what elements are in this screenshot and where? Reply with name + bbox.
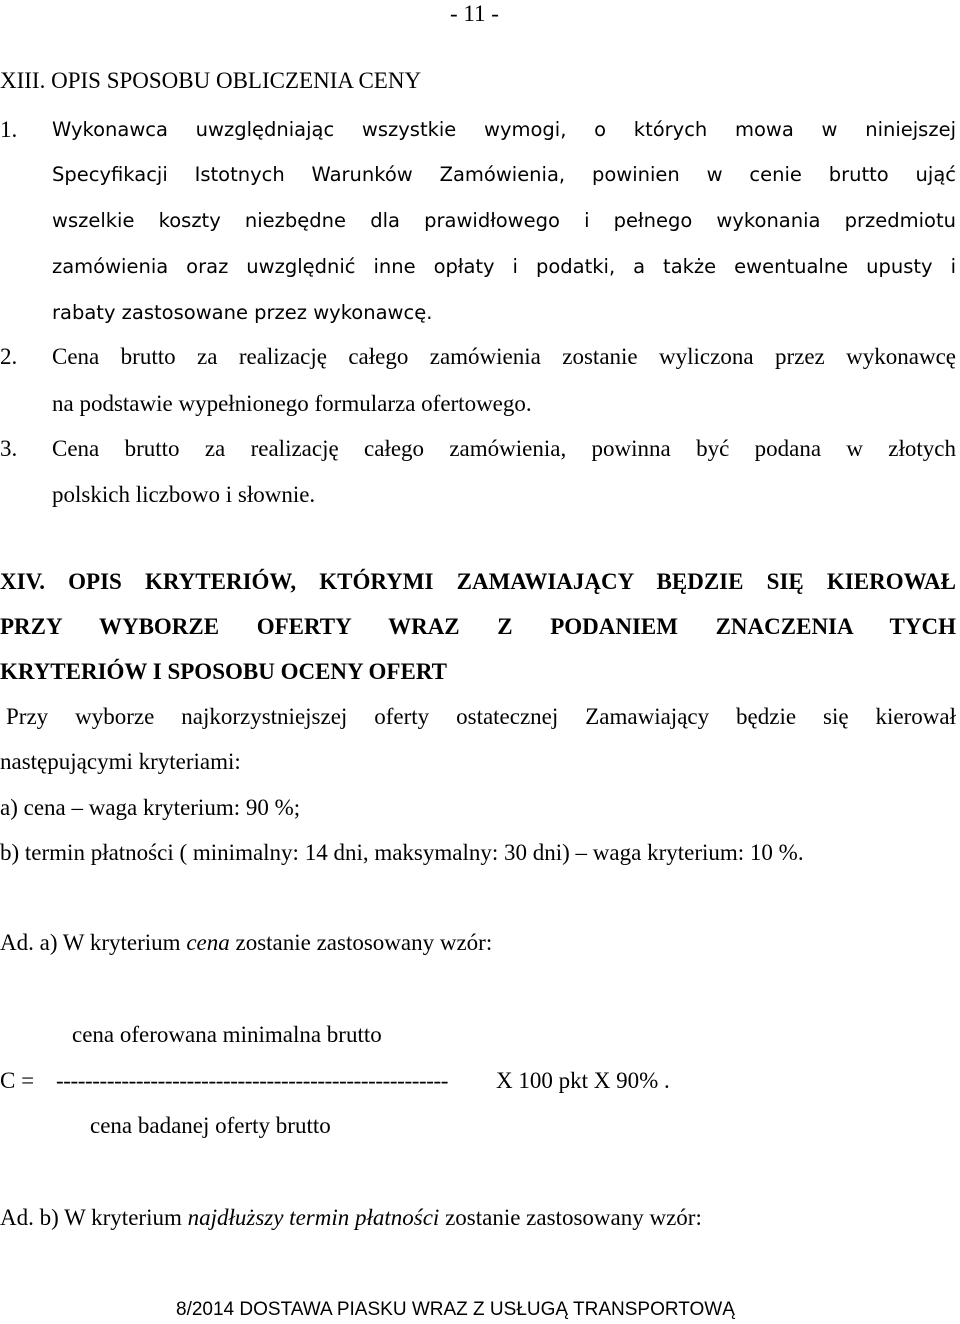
item-3-line-1: Cena brutto za realizację całego zamówienia, powinna być podana w złotych <box>52 436 956 461</box>
ad-b-line <box>0 1204 702 1232</box>
ad-a-suffix: zostanie zastosowany wzór: <box>229 930 493 955</box>
formula-numerator: cena oferowana minimalna brutto <box>72 1022 382 1047</box>
item-1-number: 1. <box>0 117 18 142</box>
item-2-line-2: na podstawie wypełnionego formularza ofertowego. <box>52 391 532 416</box>
ad-b-emphasis: najdłuższy termin płatności <box>187 1205 440 1230</box>
item-1-line-5: rabaty zastosowane przez wykonawcę. <box>52 301 433 324</box>
page-number: - 11 - <box>450 1 499 26</box>
ad-a-emphasis: cena <box>186 930 230 955</box>
item-3-number: 3. <box>0 436 18 461</box>
formula-factor: X 100 pkt X 90% . <box>496 1068 670 1093</box>
formula-lhs: C = <box>0 1068 35 1093</box>
section-14-heading-line-3: KRYTERIÓW I SPOSOBU OCENY OFERT <box>0 659 447 684</box>
criterion-a: a) cena – waga kryterium: 90 %; <box>0 795 301 820</box>
document-footer: 8/2014 DOSTAWA PIASKU WRAZ Z USŁUGĄ TRANSPORTOWĄ <box>176 1299 735 1320</box>
item-1-line-2: Specyfikacji Istotnych Warunków Zamówienia, powinien w cenie brutto ująć <box>52 163 956 186</box>
ad-b-suffix: zostanie zastosowany wzór: <box>439 1205 702 1230</box>
formula-denominator: cena badanej oferty brutto <box>90 1113 331 1138</box>
item-2-number: 2. <box>0 344 18 369</box>
item-1-line-1: Wykonawca uwzględniając wszystkie wymogi, o których mowa w niniejszej <box>52 118 956 141</box>
criterion-b: b) termin płatności ( minimalny: 14 dni, maksymalny: 30 dni) – waga kryterium: 10 %. <box>0 840 804 865</box>
section-14-heading-line-1: XIV. OPIS KRYTERIÓW, KTÓRYMI ZAMAWIAJĄCY BĘDZIE SIĘ KIEROWAŁ <box>0 569 956 594</box>
section-13-heading: XIII. OPIS SPOSOBU OBLICZENIA CENY <box>0 68 422 93</box>
criteria-intro-line-2: następującymi kryteriami: <box>0 749 241 774</box>
ad-a-line <box>0 929 492 957</box>
item-2-line-1: Cena brutto za realizację całego zamówienia zostanie wyliczona przez wykonawcę <box>52 344 956 369</box>
ad-b-prefix: Ad. b) W kryterium <box>0 1205 188 1230</box>
item-1-line-3: wszelkie koszty niezbędne dla prawidłowego i pełnego wykonania przedmiotu <box>52 209 956 232</box>
item-1-line-4: zamówienia oraz uwzględnić inne opłaty i podatki, a także ewentualne upusty i <box>52 255 956 278</box>
item-3-line-2: polskich liczbowo i słownie. <box>52 482 316 507</box>
criteria-intro-line-1: Przy wyborze najkorzystniejszej oferty ostatecznej Zamawiający będzie się kierował <box>6 704 956 729</box>
ad-a-prefix: Ad. a) W kryterium <box>0 930 187 955</box>
section-14-heading-line-2: PRZY WYBORZE OFERTY WRAZ Z PODANIEM ZNACZENIA TYCH <box>0 614 956 639</box>
formula-fraction-bar: ------------------------------------------------------ <box>56 1068 448 1093</box>
